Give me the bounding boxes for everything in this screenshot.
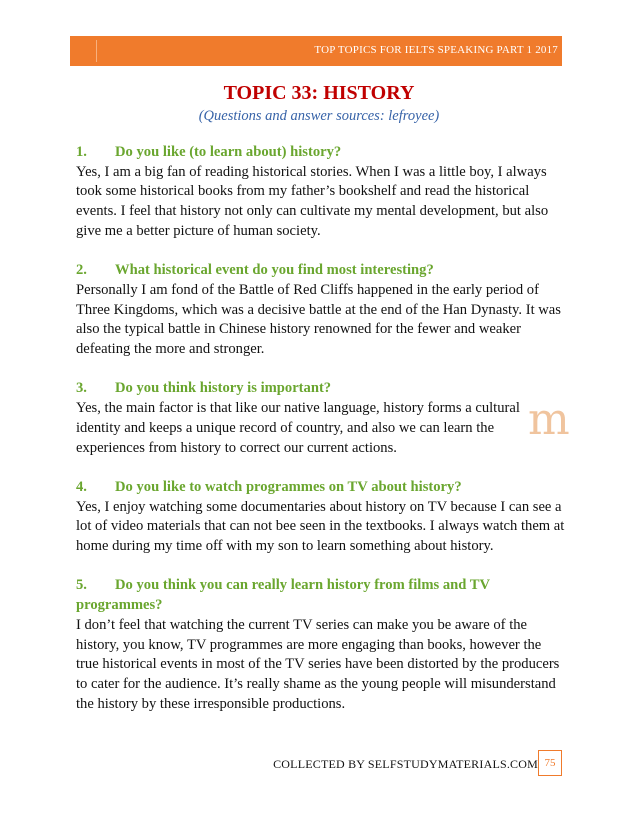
qa-item-4 (76, 478, 566, 557)
question-number: 5. (76, 577, 87, 594)
question-number: 2. (76, 262, 87, 279)
question-number: 3. (76, 380, 87, 397)
question-number: 4. (76, 478, 87, 495)
qa-content (76, 143, 566, 734)
question-text: Do you think history is important? (115, 380, 332, 397)
page-subtitle: (Questions and answer sources: lefroyee) (198, 108, 440, 124)
running-header-title: TOP TOPICS FOR IELTS SPEAKING PART 1 2017 (314, 44, 558, 56)
qa-item-2 (76, 261, 566, 360)
question-1 (76, 143, 566, 163)
qa-item-3 (76, 379, 566, 458)
qa-item-1 (76, 143, 566, 242)
answer-2: Personally I am fond of the Battle of Red Cliffs happened in the early period of Three Kingdoms, which was a decisive battle at the end of the Han Dynasty. It was also the typical battle in Chinese history renowned for the fewer and weaker defeating the more and stronger. (76, 281, 561, 358)
answer-1: Yes, I am a big fan of reading historical stories. When I was a little boy, I always took some historical books from my father’s bookshelf and read the historical events. I feel that history not only can cultivate my mental development, but also give me a better picture of human society. (76, 163, 549, 239)
question-5 (76, 576, 566, 615)
qa-item-5 (76, 576, 566, 714)
question-text: Do you think you can really learn history from films and TV programmes? (76, 577, 490, 614)
page-number: 75 (538, 750, 562, 776)
question-4 (76, 478, 566, 498)
question-text: Do you like (to learn about) history? (115, 144, 342, 160)
answer-5: I don’t feel that watching the current TV series can make you be aware of the history, you know, TV programmes are more engaging than books, however the true historical events in most of the TV series have been distorted by the producers to cater for the audience. It’s really shame as the young people will misunderstand the history by these irresponsible productions. (76, 616, 560, 712)
page-title: TOPIC 33: HISTORY (223, 82, 415, 104)
question-2 (76, 261, 566, 281)
answer-3: Yes, the main factor is that like our native language, history forms a cultural identity and keeps a unique record of country, and also we can learn the experiences from history to correct our current actions. (76, 400, 520, 456)
header-divider (96, 40, 97, 62)
question-number: 1. (76, 144, 87, 160)
question-3 (76, 379, 566, 399)
watermark-logo: m (528, 394, 570, 445)
question-text: What historical event do you find most interesting? (115, 262, 434, 279)
footer-credit: COLLECTED BY SELFSTUDYMATERIALS.COM (273, 757, 538, 771)
question-text: Do you like to watch programmes on TV about history? (115, 478, 462, 495)
answer-4: Yes, I enjoy watching some documentaries about history on TV because I can see a lot of video materials that can not bee seen in the textbooks. I always watch them at home during my time off with my son to learn something about history. (76, 498, 565, 555)
